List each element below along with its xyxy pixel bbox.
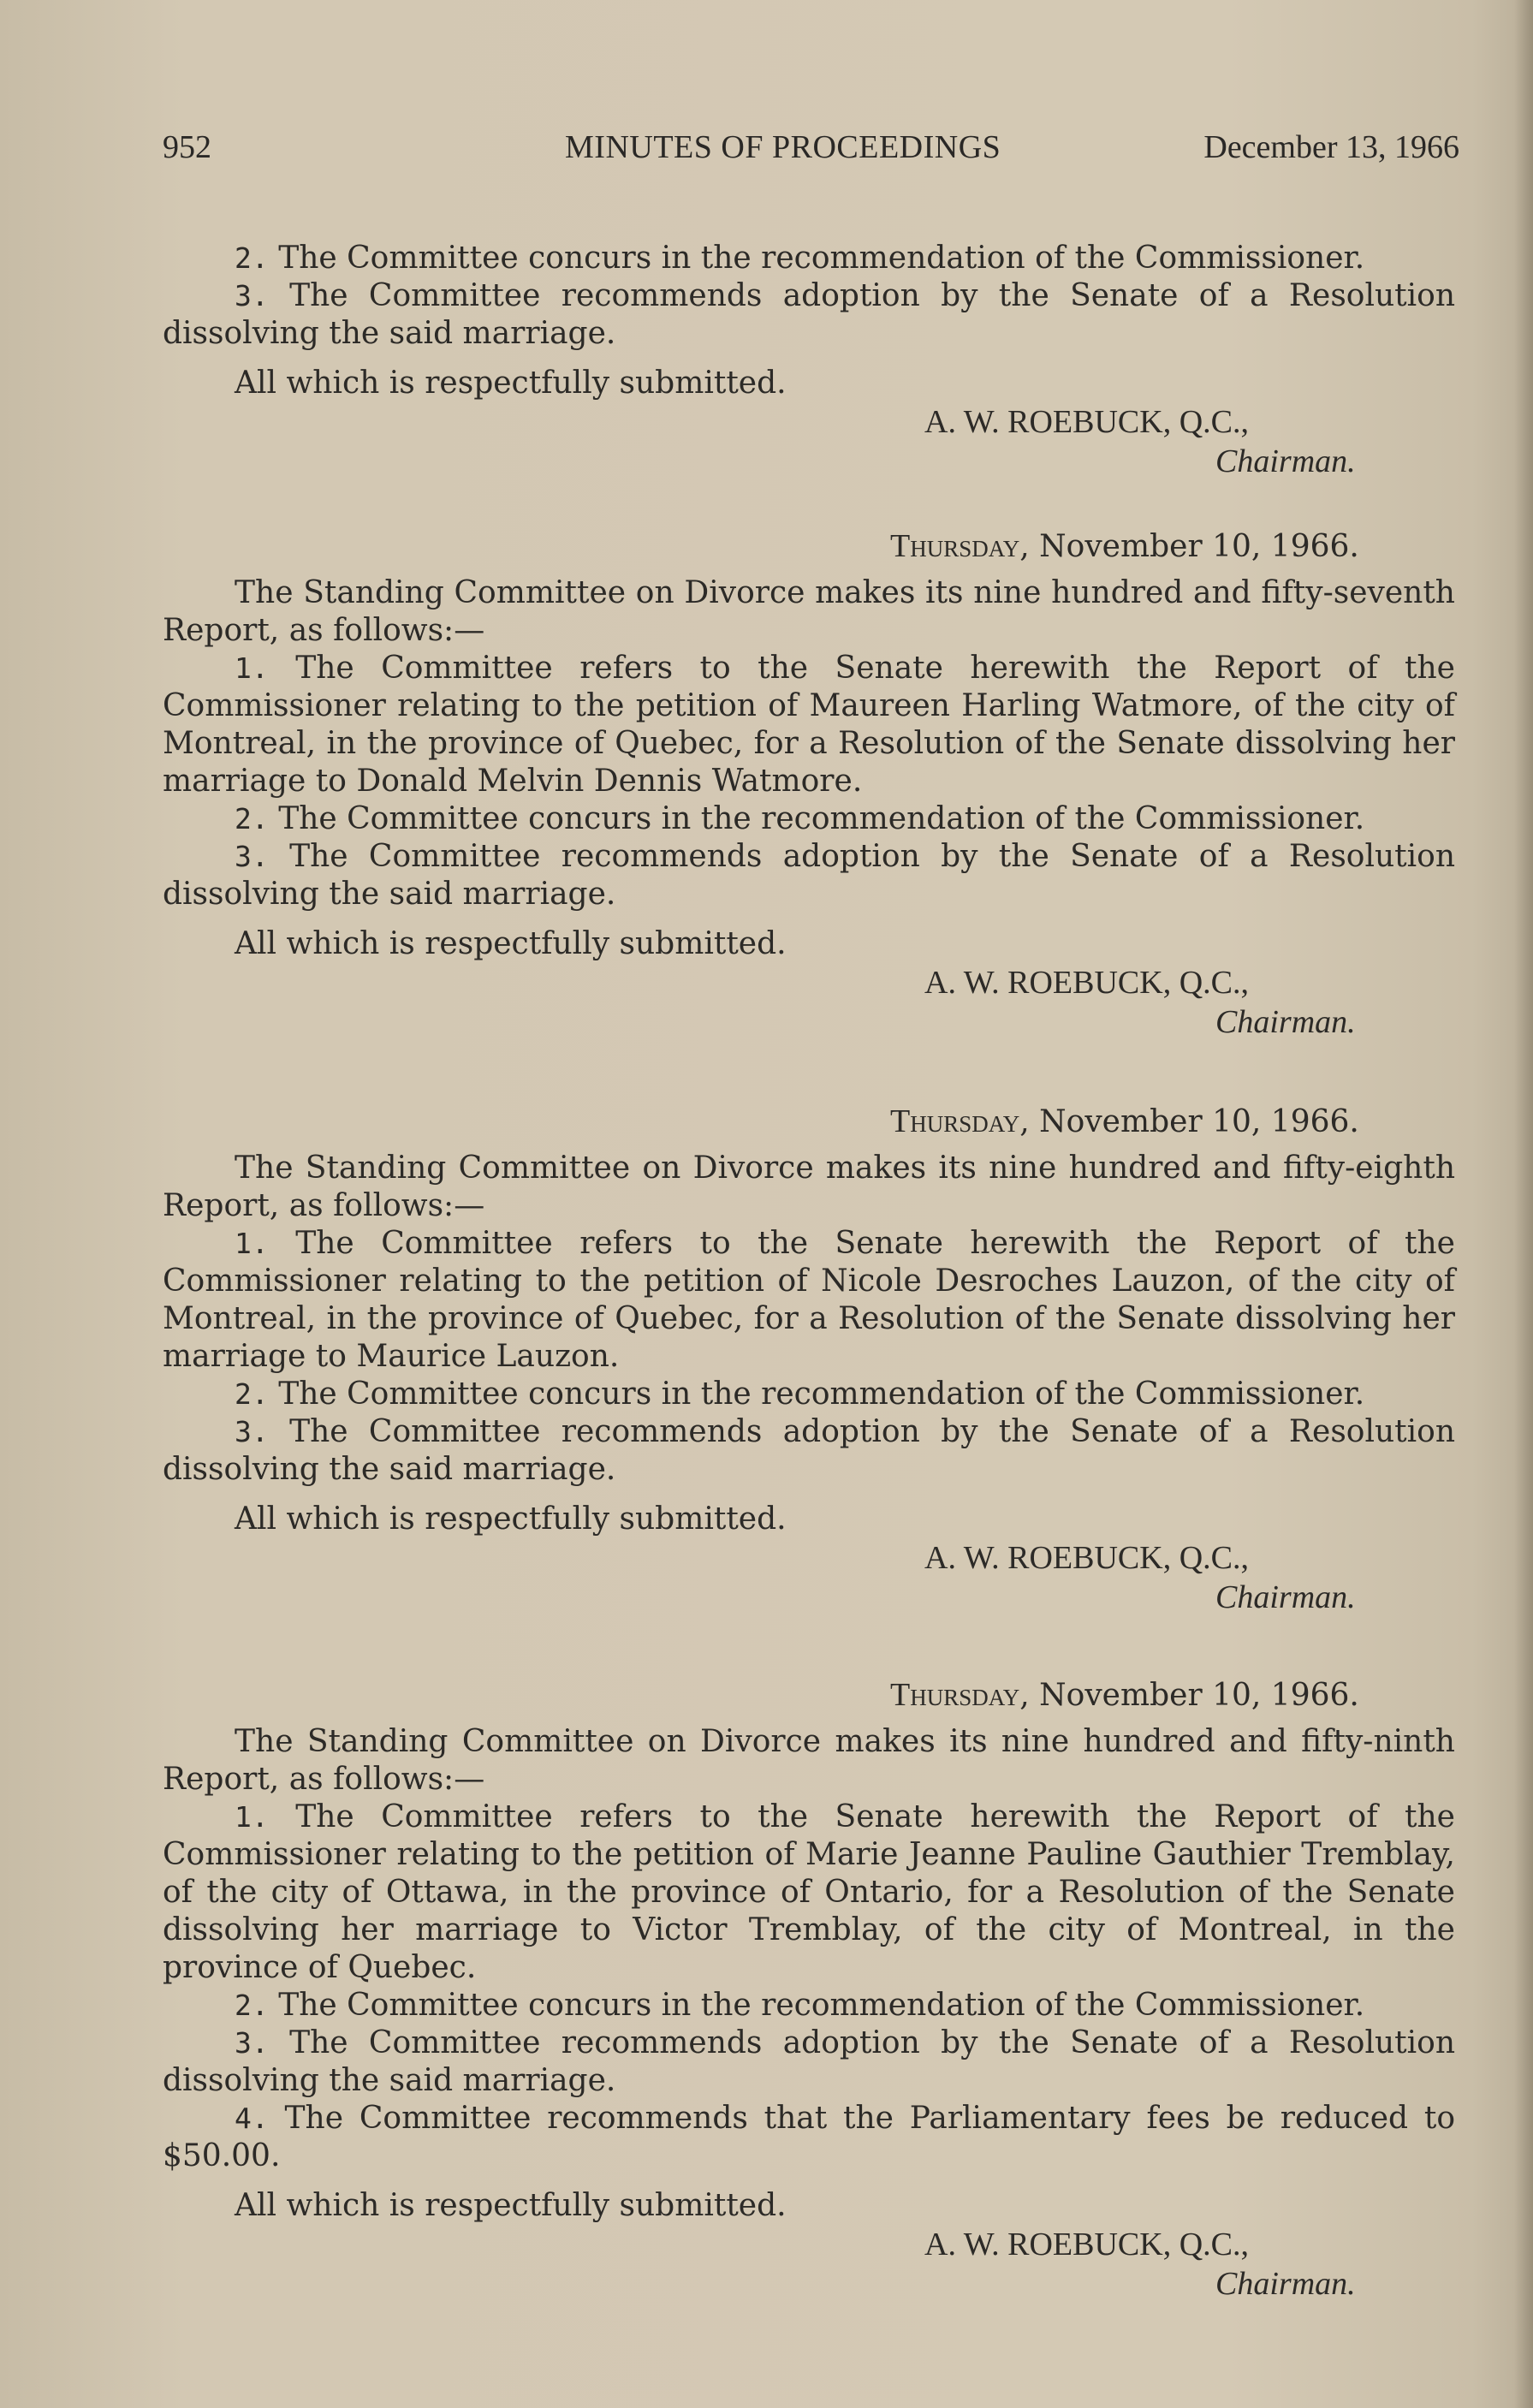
item-text: The Committee recommends adoption by the Senate of a Resolution dissolving the said marriage. bbox=[163, 1414, 1455, 1487]
report-intro: The Standing Committee on Divorce makes its nine hundred and fifty-ninth Report, as follows:— bbox=[163, 1724, 1455, 1797]
item-text: The Committee refers to the Senate herewith the Report of the Commissioner relating to the petition of Marie Jeanne Pauline Gauthier Tremblay, of the city of Ottawa, in the province of Ontario, for a Resolution of the Senate dissolving her marriage to Victor Tremblay, of the city of Montreal, in the province of Quebec. bbox=[163, 1799, 1455, 1985]
signature-title: Chairman. bbox=[1215, 1004, 1356, 1040]
item-number: 1. bbox=[235, 651, 269, 685]
item-number: 3. bbox=[235, 840, 269, 873]
dateline-day: Thursday bbox=[890, 528, 1020, 564]
item-number: 1. bbox=[235, 1227, 269, 1260]
item-2 bbox=[163, 800, 1455, 838]
page-number: 952 bbox=[163, 129, 211, 165]
submitted-line: All which is respectfully submitted. bbox=[235, 1501, 787, 1537]
item-number: 3. bbox=[235, 1415, 269, 1448]
report-dateline bbox=[163, 527, 1455, 566]
report-959 bbox=[163, 1676, 1455, 2304]
report-dateline bbox=[163, 1103, 1455, 1141]
item-1 bbox=[163, 1799, 1455, 1987]
item-text: The Committee refers to the Senate herewith the Report of the Commissioner relating to the petition of Nicole Desroches Lauzon, of the city of Montreal, in the province of Quebec, for a Resolution of the Senate dissolving her marriage to Maurice Lauzon. bbox=[163, 1226, 1455, 1374]
item-4 bbox=[163, 2100, 1455, 2175]
signature-title: Chairman. bbox=[1215, 2266, 1356, 2302]
item-number: 3. bbox=[235, 279, 269, 312]
item-2 bbox=[163, 1987, 1455, 2025]
item-number: 2. bbox=[235, 241, 269, 275]
dateline-date: , November 10, 1966. bbox=[1019, 1104, 1359, 1139]
item-text: The Committee recommends adoption by the Senate of a Resolution dissolving the said marriage. bbox=[163, 839, 1455, 912]
dateline-date: , November 10, 1966. bbox=[1019, 1678, 1359, 1713]
item-number: 2. bbox=[235, 1377, 269, 1411]
item-text: The Committee refers to the Senate herewith the Report of the Commissioner relating to the petition of Maureen Harling Watmore, of the city of Montreal, in the province of Quebec, for a Resolution of the Senate dissolving her marriage to Donald Melvin Dennis Watmore. bbox=[163, 651, 1455, 799]
dateline-day: Thursday bbox=[890, 1103, 1020, 1139]
item-text: The Committee recommends that the Parliamentary fees be reduced to $50.00. bbox=[163, 2101, 1455, 2173]
item-3 bbox=[163, 2025, 1455, 2100]
running-header bbox=[163, 128, 1459, 171]
signature-name: A. W. ROEBUCK, Q.C., bbox=[924, 1540, 1249, 1576]
running-title: MINUTES OF PROCEEDINGS bbox=[565, 129, 1001, 165]
item-3 bbox=[163, 1413, 1455, 1489]
dateline-date: , November 10, 1966. bbox=[1019, 529, 1359, 564]
item-number: 3. bbox=[235, 2026, 269, 2060]
item-2 bbox=[163, 240, 1455, 277]
item-3 bbox=[163, 277, 1455, 353]
signature-title: Chairman. bbox=[1215, 1579, 1356, 1615]
item-1 bbox=[163, 1225, 1455, 1376]
submitted-line: All which is respectfully submitted. bbox=[235, 2188, 787, 2223]
signature-name: A. W. ROEBUCK, Q.C., bbox=[924, 2227, 1249, 2262]
signature-name: A. W. ROEBUCK, Q.C., bbox=[924, 965, 1249, 1001]
submitted-line: All which is respectfully submitted. bbox=[235, 926, 787, 961]
item-text: The Committee recommends adoption by the Senate of a Resolution dissolving the said marriage. bbox=[163, 2025, 1455, 2098]
report-957 bbox=[163, 527, 1455, 1042]
item-text: The Committee recommends adoption by the Senate of a Resolution dissolving the said marriage. bbox=[163, 278, 1455, 351]
item-3 bbox=[163, 838, 1455, 913]
item-number: 4. bbox=[235, 2102, 269, 2135]
page-edge-shadow bbox=[1514, 0, 1533, 2408]
item-text: The Committee concurs in the recommendation of the Commissioner. bbox=[268, 241, 1365, 276]
running-date: December 13, 1966 bbox=[1203, 129, 1459, 165]
item-text: The Committee concurs in the recommendation of the Commissioner. bbox=[268, 801, 1365, 836]
submitted-line: All which is respectfully submitted. bbox=[235, 366, 787, 401]
item-number: 2. bbox=[235, 1989, 269, 2022]
report-intro: The Standing Committee on Divorce makes its nine hundred and fifty-eighth Report, as follows:— bbox=[163, 1150, 1455, 1223]
signature-title: Chairman. bbox=[1215, 443, 1356, 479]
signature-name: A. W. ROEBUCK, Q.C., bbox=[924, 404, 1249, 440]
report-intro: The Standing Committee on Divorce makes its nine hundred and fifty-seventh Report, as follows:— bbox=[163, 575, 1455, 648]
item-1 bbox=[163, 650, 1455, 800]
report-dateline bbox=[163, 1676, 1455, 1715]
item-text: The Committee concurs in the recommendation of the Commissioner. bbox=[268, 1376, 1365, 1412]
item-text: The Committee concurs in the recommendation of the Commissioner. bbox=[268, 1988, 1365, 2023]
item-2 bbox=[163, 1376, 1455, 1413]
report-958 bbox=[163, 1103, 1455, 1617]
report-continuation bbox=[163, 240, 1455, 481]
dateline-day: Thursday bbox=[890, 1677, 1020, 1713]
item-number: 2. bbox=[235, 802, 269, 835]
item-number: 1. bbox=[235, 1800, 269, 1834]
